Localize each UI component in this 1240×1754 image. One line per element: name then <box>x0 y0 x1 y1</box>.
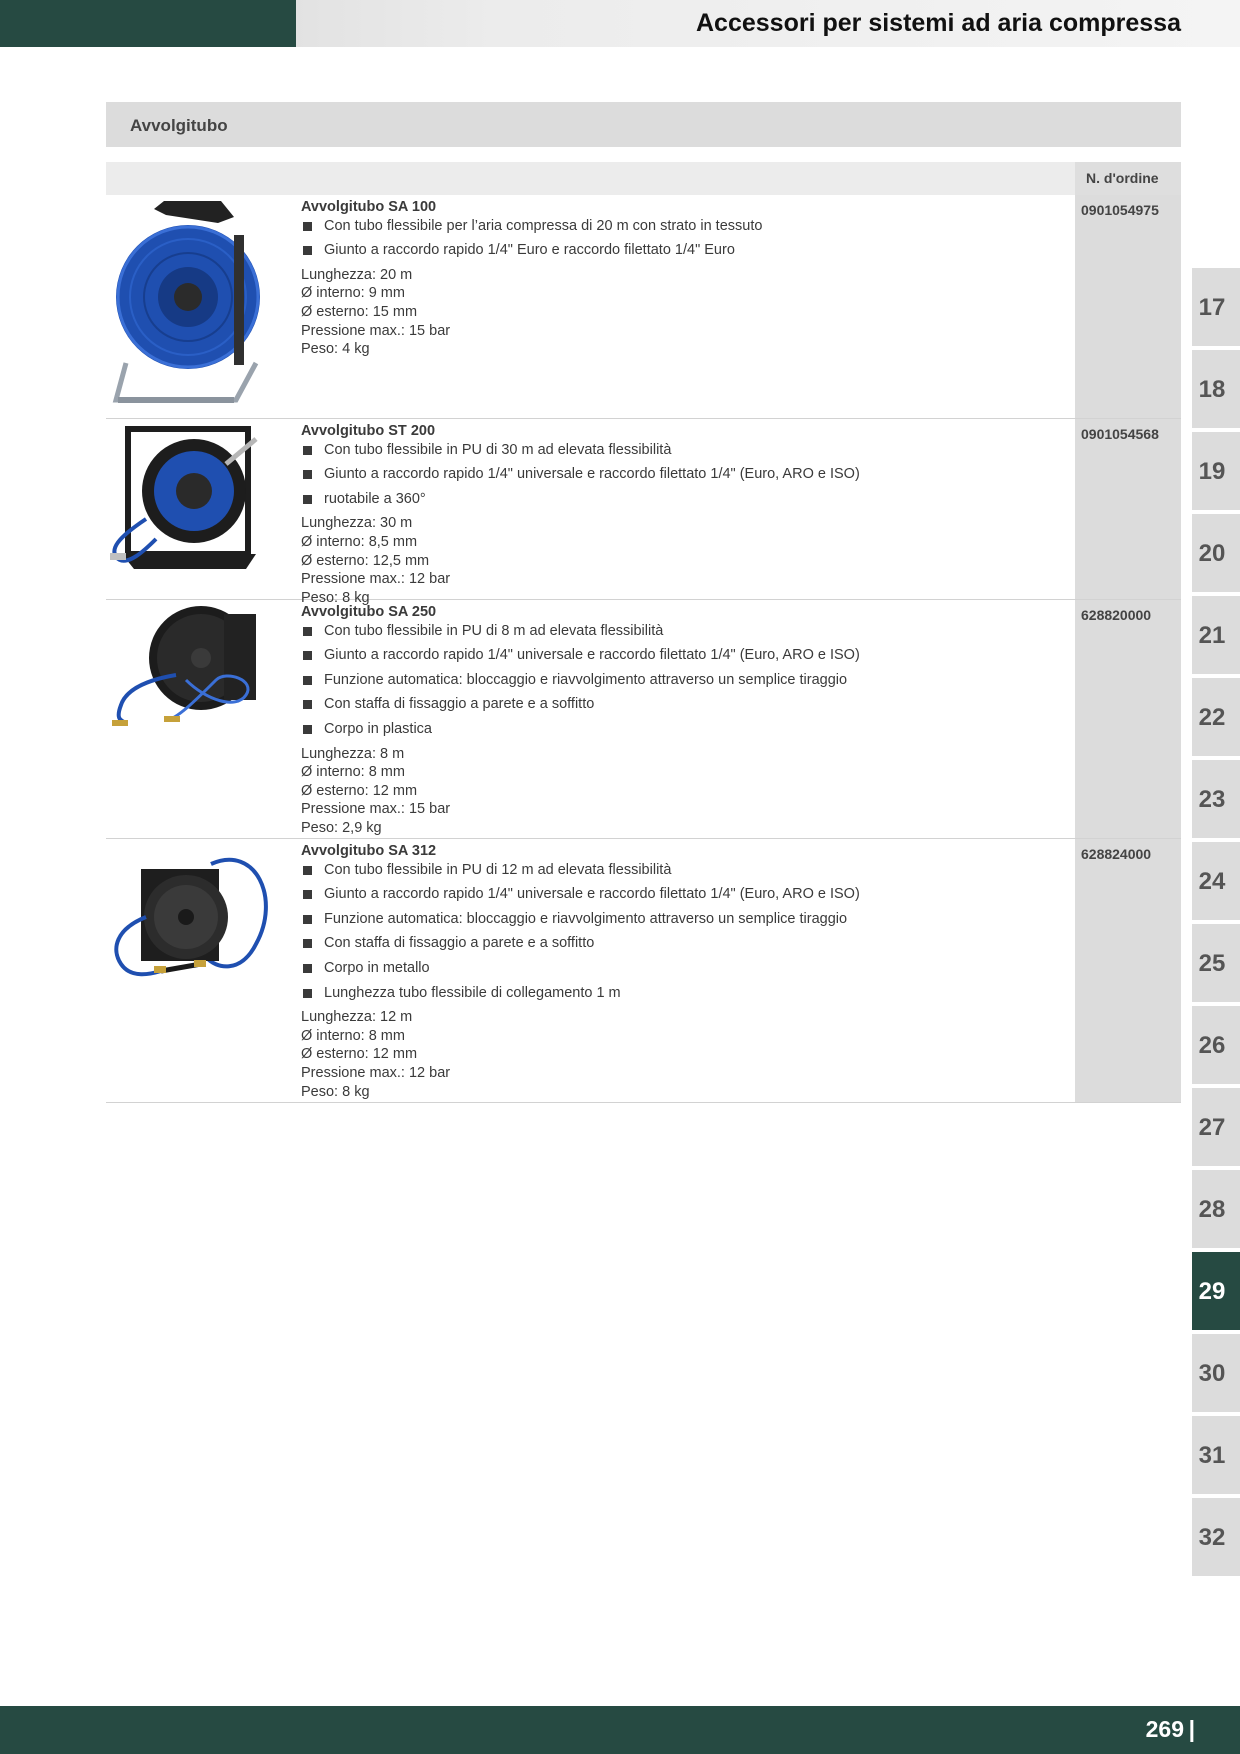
list-item: Corpo in plastica <box>301 720 1061 739</box>
list-item: Corpo in metallo <box>301 959 1061 978</box>
table-row <box>106 195 1181 419</box>
spec-length: Lunghezza: 12 m <box>301 1009 413 1026</box>
order-number-header-label: N. d'ordine <box>1086 170 1159 186</box>
product-description <box>301 198 1061 359</box>
list-item: Giunto a raccordo rapido 1/4" Euro e raccordo filettato 1/4" Euro <box>301 241 1061 260</box>
order-number: 628824000 <box>1081 846 1152 862</box>
chapter-tab-23[interactable]: 23 <box>1192 760 1240 838</box>
bullet-square-icon <box>303 627 312 636</box>
bullet-square-icon <box>303 964 312 973</box>
product-description <box>301 842 1061 1101</box>
bullet-square-icon <box>303 222 312 231</box>
spec-weight: Peso: 8 kg <box>301 589 370 606</box>
feature-list <box>301 441 1061 509</box>
chapter-tab-26[interactable]: 26 <box>1192 1006 1240 1084</box>
spec-outer-diameter: Ø esterno: 12,5 mm <box>301 552 430 569</box>
bullet-square-icon <box>303 495 312 504</box>
chapter-tab-19[interactable]: 19 <box>1192 432 1240 510</box>
hose-reel-frame-icon <box>106 419 276 594</box>
chapter-tab-20[interactable]: 20 <box>1192 514 1240 592</box>
list-item: Giunto a raccordo rapido 1/4" universale e raccordo filettato 1/4" (Euro, ARO e ISO) <box>301 885 1061 904</box>
bullet-square-icon <box>303 676 312 685</box>
hose-reel-drum-icon <box>106 195 276 410</box>
table-row <box>106 839 1181 1103</box>
chapter-tab-32[interactable]: 32 <box>1192 1498 1240 1576</box>
chapter-tab-28[interactable]: 28 <box>1192 1170 1240 1248</box>
bullet-square-icon <box>303 915 312 924</box>
automatic-hose-reel-metal-icon <box>106 839 276 999</box>
header-accent <box>0 0 296 47</box>
feature-list <box>301 622 1061 739</box>
order-number: 0901054568 <box>1081 426 1159 442</box>
order-number-header <box>1075 162 1181 195</box>
chapter-tab-21[interactable]: 21 <box>1192 596 1240 674</box>
spec-inner-diameter: Ø interno: 8 mm <box>301 1027 405 1044</box>
feature-list <box>301 217 1061 260</box>
spec-list <box>301 266 1061 359</box>
table-row <box>106 419 1181 606</box>
product-description <box>301 422 1061 607</box>
list-item: Giunto a raccordo rapido 1/4" universale e raccordo filettato 1/4" (Euro, ARO e ISO) <box>301 465 1061 484</box>
chapter-tab-18[interactable]: 18 <box>1192 350 1240 428</box>
order-number: 0901054975 <box>1081 202 1159 218</box>
spec-list <box>301 514 1061 607</box>
chapter-tab-22[interactable]: 22 <box>1192 678 1240 756</box>
table-row <box>106 600 1181 839</box>
list-item: Funzione automatica: bloccaggio e riavvolgimento attraverso un semplice tiraggio <box>301 671 1061 690</box>
list-item: Con staffa di fissaggio a parete e a soffitto <box>301 695 1061 714</box>
spec-list <box>301 1008 1061 1101</box>
bullet-square-icon <box>303 989 312 998</box>
section-title: Avvolgitubo <box>130 116 228 135</box>
list-item: Funzione automatica: bloccaggio e riavvolgimento attraverso un semplice tiraggio <box>301 910 1061 929</box>
spec-pressure: Pressione max.: 12 bar <box>301 571 451 588</box>
page-title: Accessori per sistemi ad aria compressa <box>696 9 1181 37</box>
page-number-separator: | <box>1188 1716 1195 1742</box>
chapter-tab-27[interactable]: 27 <box>1192 1088 1240 1166</box>
spec-inner-diameter: Ø interno: 8,5 mm <box>301 533 418 550</box>
table-header <box>106 162 1181 195</box>
spec-inner-diameter: Ø interno: 8 mm <box>301 764 405 781</box>
chapter-tab-24[interactable]: 24 <box>1192 842 1240 920</box>
spec-pressure: Pressione max.: 15 bar <box>301 801 451 818</box>
chapter-tab-29[interactable]: 29 <box>1192 1252 1240 1330</box>
list-item: Lunghezza tubo flessibile di collegamento 1 m <box>301 984 1061 1003</box>
page-number: 269 <box>1145 1716 1184 1742</box>
list-item: Con tubo flessibile in PU di 12 m ad elevata flessibilità <box>301 861 1061 880</box>
bullet-square-icon <box>303 725 312 734</box>
product-name: Avvolgitubo SA 312 <box>301 843 437 859</box>
section-header <box>106 102 1181 147</box>
bullet-square-icon <box>303 246 312 255</box>
list-item: Con tubo flessibile per l’aria compressa di 20 m con strato in tessuto <box>301 217 1061 236</box>
chapter-tab-30[interactable]: 30 <box>1192 1334 1240 1412</box>
list-item: Con staffa di fissaggio a parete e a soffitto <box>301 934 1061 953</box>
product-description <box>301 603 1061 838</box>
spec-pressure: Pressione max.: 15 bar <box>301 322 451 339</box>
bullet-square-icon <box>303 700 312 709</box>
automatic-hose-reel-icon <box>106 600 276 735</box>
spec-weight: Peso: 2,9 kg <box>301 819 382 836</box>
list-item: Con tubo flessibile in PU di 30 m ad elevata flessibilità <box>301 441 1061 460</box>
bullet-square-icon <box>303 446 312 455</box>
chapter-tab-25[interactable]: 25 <box>1192 924 1240 1002</box>
bullet-square-icon <box>303 939 312 948</box>
list-item: Con tubo flessibile in PU di 8 m ad elevata flessibilità <box>301 622 1061 641</box>
spec-pressure: Pressione max.: 12 bar <box>301 1064 451 1081</box>
product-name: Avvolgitubo SA 100 <box>301 199 437 215</box>
bullet-square-icon <box>303 470 312 479</box>
chapter-tab-17[interactable]: 17 <box>1192 268 1240 346</box>
footer-bar <box>0 1706 1240 1754</box>
product-name: Avvolgitubo SA 250 <box>301 604 437 620</box>
feature-list <box>301 861 1061 1003</box>
bullet-square-icon <box>303 890 312 899</box>
bullet-square-icon <box>303 651 312 660</box>
bullet-square-icon <box>303 866 312 875</box>
product-name: Avvolgitubo ST 200 <box>301 423 436 439</box>
list-item: Giunto a raccordo rapido 1/4" universale e raccordo filettato 1/4" (Euro, ARO e ISO) <box>301 646 1061 665</box>
spec-outer-diameter: Ø esterno: 15 mm <box>301 303 418 320</box>
chapter-tab-31[interactable]: 31 <box>1192 1416 1240 1494</box>
order-number: 628820000 <box>1081 607 1152 623</box>
spec-list <box>301 745 1061 838</box>
spec-inner-diameter: Ø interno: 9 mm <box>301 285 405 302</box>
spec-length: Lunghezza: 20 m <box>301 266 413 283</box>
spec-outer-diameter: Ø esterno: 12 mm <box>301 782 418 799</box>
spec-length: Lunghezza: 8 m <box>301 745 405 762</box>
spec-weight: Peso: 4 kg <box>301 341 370 358</box>
list-item: ruotabile a 360° <box>301 490 1061 509</box>
spec-weight: Peso: 8 kg <box>301 1083 370 1100</box>
spec-length: Lunghezza: 30 m <box>301 515 413 532</box>
spec-outer-diameter: Ø esterno: 12 mm <box>301 1046 418 1063</box>
